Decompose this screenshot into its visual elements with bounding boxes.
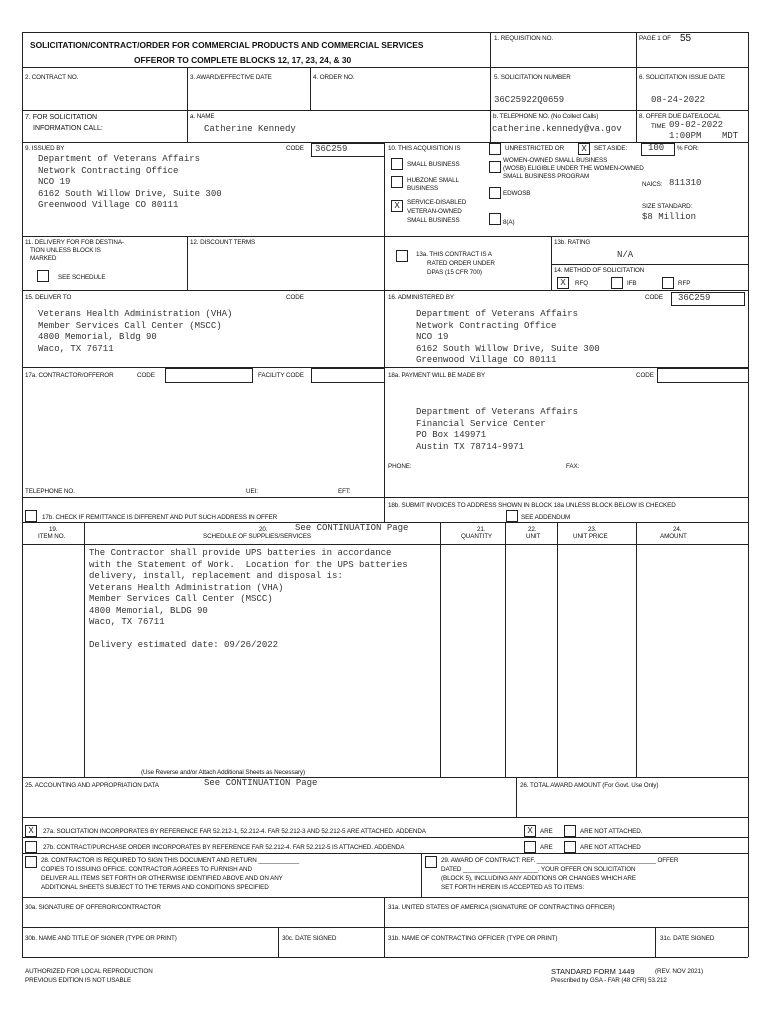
signature-offeror-label: 30a. SIGNATURE OF OFFEROR/CONTRACTOR [25,904,161,911]
unrestricted-checkbox[interactable] [489,143,501,155]
see-schedule-label: SEE SCHEDULE [58,274,106,281]
c27b-are-checkbox[interactable] [524,841,536,853]
col-unit-price: UNIT PRICE [573,533,608,540]
footer-prescribed: Prescribed by GSA - FAR (48 CFR) 53.212 [551,977,667,984]
c28-checkbox[interactable] [25,856,37,868]
sdvosb-label-3: SMALL BUSINESS [407,217,460,224]
telephone-no-label: TELEPHONE NO. [25,488,75,495]
rated-label-3: DPAS (15 CFR 700) [427,269,482,276]
form-subtitle: OFFEROR TO COMPLETE BLOCKS 12, 17, 23, 24, & 30 [134,55,352,65]
fob-label-3: MARKED [30,255,57,262]
sdvosb-checkbox[interactable]: X [391,200,403,212]
discount-terms-label: 12. DISCOUNT TERMS [190,239,256,246]
clause-28-line1: 28. CONTRACTOR IS REQUIRED TO SIGN THIS DOCUMENT AND RETURN ____________ [41,857,300,864]
col-unit-price-num: 23. [588,526,597,533]
col-schedule: SCHEDULE OF SUPPLIES/SERVICES [203,533,311,540]
acquisition-label: 10. THIS ACQUISITION IS [388,145,461,152]
officer-name-label: 31b. NAME OF CONTRACTING OFFICER (TYPE OR PRINT) [388,935,558,942]
telephone-label: b. TELEPHONE NO. (No Collect Calls) [493,113,599,120]
col-unit: UNIT [526,533,541,540]
rfp-label: RFP [678,280,691,287]
c27b-are-not-label: ARE NOT ATTACHED [580,844,641,851]
footer-previous-edition: PREVIOUS EDITION IS NOT USABLE [25,977,132,984]
col-item-no: ITEM NO. [38,533,66,540]
administered-code-label: CODE [645,294,663,301]
rated-label-2: RATED ORDER UNDER [427,260,495,267]
edwosb-checkbox[interactable] [489,187,501,199]
deliver-to-label: 15. DELIVER TO [25,294,72,301]
issue-date-label: 6. SOLICITATION ISSUE DATE [639,74,725,81]
solicitation-number[interactable]: 36C25922Q0659 [494,95,565,105]
naics-code[interactable]: 811310 [669,178,702,188]
fob-label-2: TION UNLESS BLOCK IS [30,247,101,254]
contract-no-label: 2. CONTRACT NO. [25,74,79,81]
rating-label: 13b. RATING [554,239,591,246]
accounting-label: 25. ACCOUNTING AND APPROPRIATION DATA [25,782,159,789]
eft-label: EFT: [338,488,351,495]
contractor-label: 17a. CONTRACTOR/OFFEROR [25,372,114,379]
clause-29-line3: (BLOCK 5), INCLUDING ANY ADDITIONS OR CHANGES WHICH ARE [441,875,636,882]
facility-code-label: FACILITY CODE [258,372,304,379]
sdvosb-label-1: SERVICE-DISABLED [407,199,467,206]
form-title: SOLICITATION/CONTRACT/ORDER FOR COMMERCIAL PRODUCTS AND COMMERCIAL SERVICES [30,40,424,50]
clause-28-line4: ADDITIONAL SHEETS SUBJECT TO THE TERMS AND CONDITIONS SPECIFIED [41,884,269,891]
administered-by-label: 16. ADMINISTERED BY [388,294,454,301]
c27a-are-not-checkbox[interactable] [564,825,576,837]
c27b-are-label: ARE [540,844,553,851]
col-amount: AMOUNT [660,533,687,540]
small-business-label: SMALL BUSINESS [407,161,460,168]
col-unit-num: 22. [528,526,537,533]
rfq-label: RFQ [575,280,588,287]
clause-27b: 27b. CONTRACT/PURCHASE ORDER INCORPORATES BY REFERENCE FAR 52.212-4. FAR 52.212-5 IS ATTACHED. ADDENDA [43,844,405,851]
deliver-to-code-label: CODE [286,294,304,301]
payment-address[interactable]: Department of Veterans Affairs Financial Service Center PO Box 149971 Austin TX 78714-9971 [416,407,579,452]
rating-value[interactable]: N/A [617,250,634,260]
wosb-checkbox[interactable] [489,161,501,173]
remittance-label: 17b. CHECK IF REMITTANCE IS DIFFERENT AND PUT SUCH ADDRESS IN OFFER [42,514,278,521]
edwosb-label: EDWOSB [503,190,531,197]
c27a-are-checkbox[interactable]: X [524,825,536,837]
issue-date[interactable]: 08-24-2022 [651,95,706,105]
total-award-label: 26. TOTAL AWARD AMOUNT (For Govt. Use Only) [520,782,659,789]
eight-a-label: 8(A) [503,219,515,226]
rated-order-checkbox[interactable] [396,250,408,262]
schedule-continuation: See CONTINUATION Page [295,523,409,533]
name-label: a. NAME [190,113,215,120]
footer-standard-form: STANDARD FORM 1449 [551,967,635,976]
clause-29-line2: DATED ______________________. YOUR OFFER ON SOLICITATION [441,866,636,873]
method-label: 14. METHOD OF SOLICITATION [554,267,645,274]
rfq-checkbox[interactable]: X [557,277,569,289]
hubzone-label-1: HUBZONE SMALL [407,177,459,184]
offer-due-time-label: TIME [651,123,666,130]
col-amount-num: 24. [673,526,682,533]
set-aside-percent: 100 [648,143,665,153]
clause-29-line1: 29. AWARD OF CONTRACT: REF. ___________________________________ OFFER [441,857,679,864]
clause-29-line4: SET FORTH HEREIN IS ACCEPTED AS TO ITEMS: [441,884,585,891]
issued-code-label: CODE [286,145,304,152]
signature-officer-label: 31a. UNITED STATES OF AMERICA (SIGNATURE OF CONTRACTING OFFICER) [388,904,615,911]
unrestricted-label: UNRESTRICTED OR [505,145,565,152]
offer-due-date[interactable]: 09-02-2022 [669,120,724,130]
wosb-label-3: SMALL BUSINESS PROGRAM [503,173,590,180]
footer-authorized: AUTHORIZED FOR LOCAL REPRODUCTION [25,968,153,975]
for-info-label-1: 7. FOR SOLICITATION [25,114,98,121]
issued-by-label: 9. ISSUED BY [25,145,65,152]
offer-due-time[interactable]: 1:00PM [669,131,702,141]
contact-name[interactable]: Catherine Kennedy [204,124,296,134]
eight-a-checkbox[interactable] [489,213,501,225]
signer-name-label: 30b. NAME AND TITLE OF SIGNER (TYPE OR PRINT) [25,935,177,942]
c27a-checkbox[interactable]: X [25,825,37,837]
fob-label-1: 11. DELIVERY FOR FOB DESTINA- [25,239,124,246]
hubzone-label-2: BUSINESS [407,185,439,192]
remittance-checkbox[interactable] [25,510,37,522]
percent-for-label: % FOR: [677,145,699,152]
award-date-label: 3. AWARD/EFFECTIVE DATE [190,74,272,81]
see-addendum-label: SEE ADDENDUM [521,514,571,521]
c27a-are-not-label: ARE NOT ATTACHED. [580,828,643,835]
see-schedule-checkbox[interactable] [37,270,49,282]
phone-label: PHONE: [388,463,412,470]
c27b-are-not-checkbox[interactable] [564,841,576,853]
col-schedule-num: 20. [259,526,268,533]
requisition-label: 1. REQUISITION NO. [494,35,554,42]
reverse-note: (Use Reverse and/or Attach Additional Sheets as Necessary) [141,769,305,776]
clause-27a: 27a. SOLICITATION INCORPORATES BY REFERENCE FAR 52.212-1, 52.212-4. FAR 52.212-3 AND 52.212-5 ARE ATTACHED. ADDENDA [43,828,426,835]
submit-invoices-label: 18b. SUBMIT INVOICES TO ADDRESS SHOWN IN BLOCK 18a UNLESS BLOCK BELOW IS CHECKED [388,502,676,509]
wosb-label-2: (WOSB) ELIGIBLE UNDER THE WOMEN-OWNED [503,165,644,172]
size-standard[interactable]: $8 Million [642,212,697,222]
sdvosb-label-2: VETERAN-OWNED [407,208,462,215]
contact-email[interactable]: catherine.kennedy@va.gov [492,124,622,134]
col-quantity-num: 21. [477,526,486,533]
payment-label: 18a. PAYMENT WILL BE MADE BY [388,372,486,379]
order-no-label: 4. ORDER NO. [313,74,355,81]
page-label: PAGE 1 OF [639,35,671,42]
administered-code: 36C259 [678,293,711,303]
payment-code-input[interactable] [657,368,749,383]
rfp-checkbox[interactable] [662,277,674,289]
uei-label: UEI: [246,488,258,495]
contractor-code-input[interactable] [165,368,253,383]
contractor-code-label: CODE [137,372,155,379]
page-total: 55 [680,33,692,44]
administered-by-address[interactable]: Department of Veterans Affairs Network Contracting Office NCO 19 6162 South Willow Drive, Suite 300 Greenwood Village CO 80111 [416,309,600,365]
size-standard-label: SIZE STANDARD: [642,203,693,210]
officer-date-label: 31c. DATE SIGNED [660,935,715,942]
set-aside-checkbox[interactable]: X [578,143,590,155]
see-addendum-checkbox[interactable] [506,510,518,522]
payment-code-label: CODE [636,372,654,379]
accounting-value[interactable]: See CONTINUATION Page [204,778,318,788]
clause-28-line2: COPIES TO ISSUING OFFICE. CONTRACTOR AGREES TO FURNISH AND [41,866,252,873]
offer-due-zone: MDT [722,131,739,141]
clause-28-line3: DELIVER ALL ITEMS SET FORTH OR OTHERWISE IDENTIFIED ABOVE AND ON ANY [41,875,283,882]
solicitation-number-label: 5. SOLICITATION NUMBER [494,74,571,81]
hubzone-checkbox[interactable] [391,176,403,188]
col-item-no-num: 19. [49,526,58,533]
offer-due-label: 8. OFFER DUE DATE/LOCAL [639,113,721,120]
issued-by-address[interactable]: Department of Veterans Affairs Network Contracting Office NCO 19 6162 South Willow Drive, Suite 300 Greenwood Village CO 80111 [38,154,222,210]
schedule-description[interactable]: The Contractor shall provide UPS batteries in accordance with the Statement of Work. Location for the UPS batteries delivery, install, replacement and disposal is: Veterans Health Administration (VHA) Member Services Call Center (MSCC) 4800 Memorial, BLDG 90 Waco, TX 76711 Delivery estimated date: 09/26/2022 [89,548,408,650]
ifb-label: IFB [627,280,637,287]
set-aside-label: SET ASIDE: [594,145,628,152]
signer-date-label: 30c. DATE SIGNED [282,935,337,942]
facility-code-input[interactable] [311,368,385,383]
deliver-to-address[interactable]: Veterans Health Administration (VHA) Member Services Call Center (MSCC) 4800 Memorial, Bldg 90 Waco, TX 76711 [38,309,233,354]
rated-label-1: 13a. THIS CONTRACT IS A [416,251,492,258]
fax-label: FAX: [566,463,580,470]
wosb-label-1: WOMEN-OWNED SMALL BUSINESS [503,157,608,164]
small-business-checkbox[interactable] [391,158,403,170]
for-info-label-2: INFORMATION CALL: [33,125,103,132]
ifb-checkbox[interactable] [611,277,623,289]
c29-checkbox[interactable] [425,856,437,868]
col-quantity: QUANTITY [461,533,493,540]
footer-revision: (REV. NOV 2021) [655,968,703,975]
issued-code: 36C259 [315,144,348,154]
c27b-checkbox[interactable] [25,841,37,853]
naics-label: NAICS: [642,181,663,188]
c27a-are-label: ARE [540,828,553,835]
